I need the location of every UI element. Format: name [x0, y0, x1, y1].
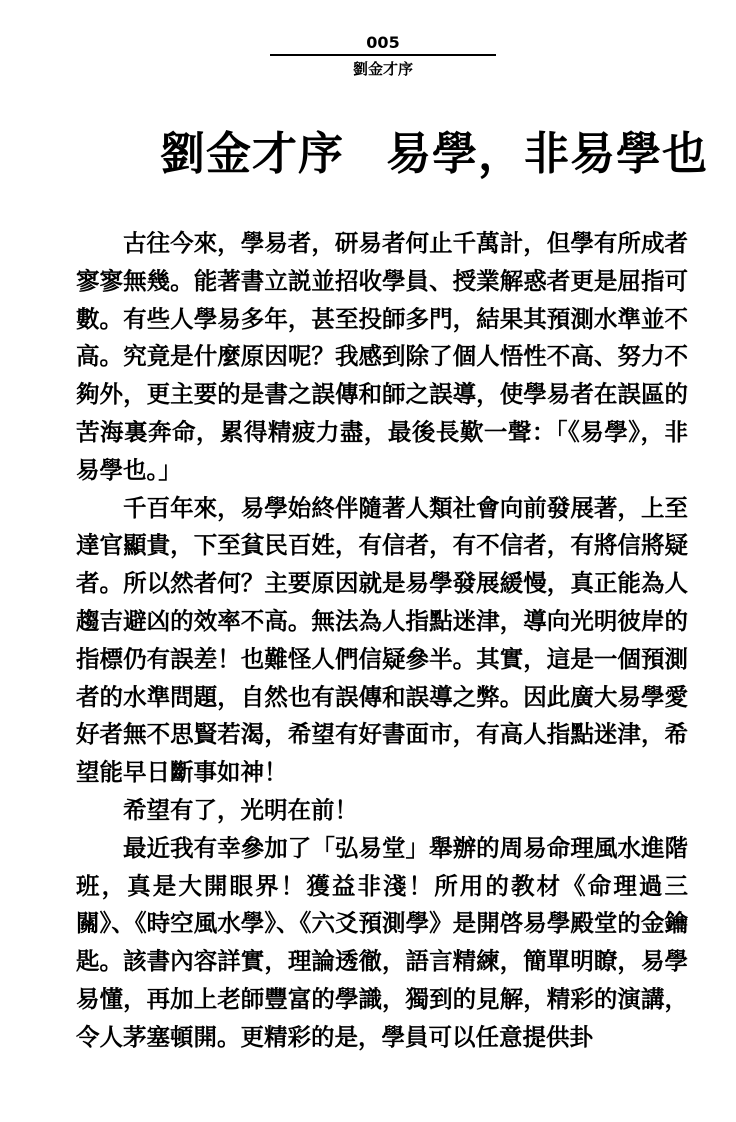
running-head: 劉金才序	[352, 60, 413, 78]
page-number: 005	[366, 33, 400, 52]
paragraph: 最近我有幸參加了「弘易堂」舉辦的周易命理風水進階班，真是大開眼界！獲益非淺！所用的教材《命理過三關》、《時空風水學》、《六爻預測學》是開啓易學殿堂的金鑰匙。該書內容詳實，理論透徹，語言精練，簡單明瞭，易學易懂，再加上老師豐富的學識，獨到的見解，精彩的演講，令人茅塞頓開。更精彩的是，學員可以任意提供卦	[76, 833, 688, 1051]
header-rule	[270, 54, 496, 56]
chapter-title	[160, 122, 709, 186]
page-header	[270, 32, 496, 80]
paragraph: 千百年來，易學始終伴隨著人類社會向前發展著，上至達官顯貴，下至貧民百姓，有信者，有不信者，有將信將疑者。所以然者何？主要原因就是易學發展緩慢，真正能為人趨吉避凶的效率不高。無法為人指點迷津，導向光明彼岸的指標仍有誤差！也難怪人們信疑參半。其實，這是一個預測者的水準問題，自然也有誤傳和誤導之弊。因此廣大易學愛好者無不思賢若渴，希望有好書面市，有高人指點迷津，希望能早日斷事如神！	[76, 493, 688, 787]
title-subtitle: 易學，非易學也	[386, 127, 709, 180]
paragraph: 希望有了，光明在前！	[123, 795, 358, 824]
body-text	[76, 225, 688, 1057]
title-main: 劉金才序	[160, 127, 345, 180]
paragraph: 古往今來，學易者，研易者何止千萬計，但學有所成者寥寥無幾。能著書立説並招收學員、授業解惑者更是屈指可數。有些人學易多年，甚至投師多門，結果其預測水準並不高。究竟是什麼原因呢？我感到除了個人悟性不高、努力不夠外，更主要的是書之誤傳和師之誤導，使學易者在誤區的苦海裏奔命，累得精疲力盡，最後長歎一聲：「《易學》，非易學也。」	[76, 229, 688, 484]
